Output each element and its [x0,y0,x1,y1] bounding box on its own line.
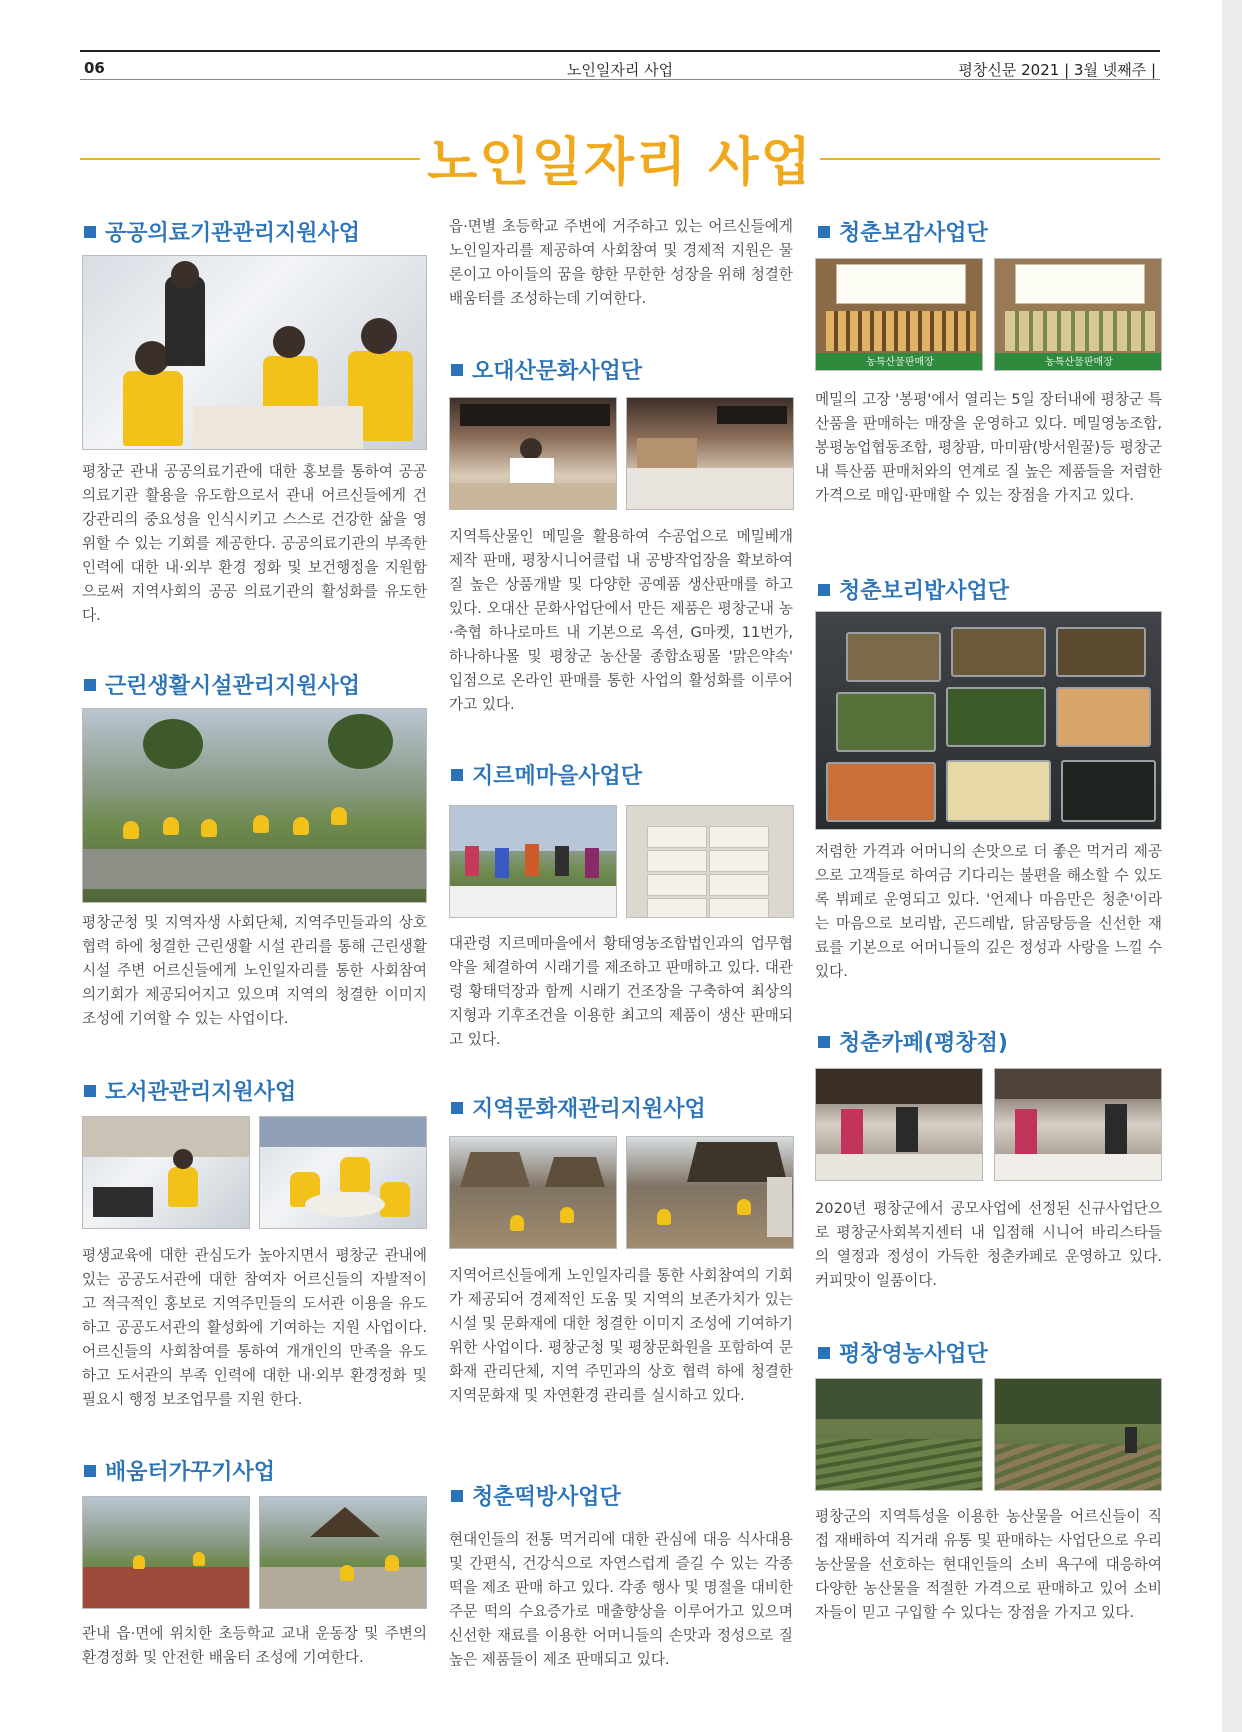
photo-neighborhood [82,708,427,903]
issue-info: 평창신문 2021 | 3월 넷째주 | [958,61,1156,79]
body-barley: 저렴한 가격과 어머니의 손맛으로 더 좋은 먹거리 제공으로 고객들로 하여금 기다리는 불편을 해소할 수 있도록 뷔페로 운영되고 있다. '언제나 마음만은 청춘'이라는 마음으로 보리밥, 곤드레밥, 닭곰탕등을 신선한 재료를 기본으로 어머니들의 깊은 정성과 사랑을 느낄 수 있다. [815,843,1162,980]
photo-odaesan-2 [626,397,794,510]
photo-learning-1 [82,1496,250,1609]
photo-cafe-1 [815,1068,983,1181]
photo-treasure-1 [815,258,983,371]
body-rice-cake: 현대인들의 전통 먹거리에 대한 관심에 대응 식사대용 및 간편식, 건강식으로 자연스럽게 즐길 수 있는 각종 떡을 제조 판매 하고 있다. 각종 행사 및 명절을 대비한 주문 떡의 수요증가로 매출향상을 이루어가고 있으며 신선한 재료를 이용한 어머니들의 손맛과 정성으로 질 높은 제품들이 제조 판매되고 있다. [449,1531,793,1668]
scroll-edge [1222,0,1242,1732]
bullet-square-icon [451,1490,463,1502]
section-heading: 평창영농사업단 [818,1337,988,1368]
section-heading: 청춘보리밥사업단 [818,574,1009,605]
body-cafe: 2020년 평창군에서 공모사업에 선정된 신규사업단으로 평창군사회복지센터 내 입점해 시니어 바리스타들의 열정과 정성이 가득한 청춘카페로 운영하고 있다. 커피맛이 일품이다. [815,1200,1162,1289]
body-heritage: 지역어르신들에게 노인일자리를 통한 사회참여의 기회가 제공되어 경제적인 도움 및 지역의 보존가치가 있는 시설 및 문화재에 대한 청결한 이미지 조성에 기여하기 위한 사업이다. 평창군청 및 평창문화원을 포함하여 문화재 관리단체, 지역 주민과의 상호 협력 하에 청결한 지역문화재 및 자연환경 관리를 실시하고 있다. [449,1267,793,1404]
photo-library-2 [259,1116,427,1229]
body-learning-place-cont: 읍·면별 초등학교 주변에 거주하고 있는 어르신들에게 노인일자리를 제공하여 사회참여 및 경제적 지원은 물론이고 아이들의 꿈을 향한 무한한 성장을 위해 청결한 배움터를 조성하는데 기여한다. [449,218,793,307]
photo-cafe-2 [994,1068,1162,1181]
bullet-square-icon [84,226,96,238]
photo-treasure-2 [994,258,1162,371]
body-treasure: 메밀의 고장 '봉평'에서 열리는 5일 장터내에 평창군 특산품을 판매하는 매장을 운영하고 있다. 메밀영농조합, 봉평농업협동조합, 평창팜, 마미팜(방서원꿀)등 평창군내 특산품 판매처와의 연계로 질 높은 제품들을 저렴한 가격으로 매입·판매할 수 있는 장점을 가지고 있다. [815,391,1162,504]
bullet-square-icon [84,1465,96,1477]
section-heading: 청춘카페(평창점) [818,1026,1008,1057]
body-odaesan: 지역특산물인 메밀을 활용하여 수공업으로 메밀베개 제작 판매, 평창시니어클럽 내 공방작업장을 확보하여 질 높은 상품개발 및 다양한 공예품 생산판매를 하고 있다. 오대산 문화사업단에서 만든 제품은 평창군내 농·축협 하나로마트 내 기본으로 옥션, G마켓, 11번가, 하나하나몰 및 평창군 농산물 종합쇼핑몰 '맑은약속' 입점으로 온라인 판매를 통한 사업의 활성화를 이루어가고 있다. [449,528,793,713]
page-title: 노인일자리 사업 [427,133,813,193]
photo-heritage-2 [626,1136,794,1249]
photo-odaesan-1 [449,397,617,510]
stall-sign: 농특산물판매장 [816,353,983,371]
page-number: 06 [84,59,105,77]
photo-jireumae-2 [626,805,794,918]
section-heading: 청춘떡방사업단 [451,1480,621,1511]
photo-public-medical [82,255,427,450]
bullet-square-icon [84,679,96,691]
bullet-square-icon [818,226,830,238]
body-public-medical: 평창군 관내 공공의료기관에 대한 홍보를 통하여 공공의료기관 활용을 유도함으로서 관내 어르신들에게 건강관리의 중요성을 인식시키고 스스로 건강한 삶을 영위할 수 있는 기회를 제공한다. 공공의료기관의 부족한 인력에 대한 내·외부 환경 정화 및 보건행정을 지원함으로써 지역사회의 공공 의료기관의 활성화를 유도한다. [82,463,427,624]
section-heading: 공공의료기관관리지원사업 [84,216,360,247]
body-library: 평생교육에 대한 관심도가 높아지면서 평창군 관내에 있는 공공도서관에 대한 참여자 어르신들의 자발적이고 적극적인 홍보로 지역주민들의 도서관 이용을 유도하고 공공도서관의 활성화에 기여하는 지원 사업이다. 어르신들의 사회참여를 통하여 개개인의 만족을 유도하고 도서관의 부족 인력에 대한 내·외부 환경정화 및 필요시 행정 보조업무를 지원 한다. [82,1247,427,1408]
bullet-square-icon [451,1102,463,1114]
section-heading: 오대산문화사업단 [451,354,642,385]
bullet-square-icon [818,1347,830,1359]
photo-farming-1 [815,1378,983,1491]
bullet-square-icon [84,1085,96,1097]
bullet-square-icon [451,364,463,376]
page-header [80,50,1160,80]
bullet-square-icon [818,1036,830,1048]
stall-sign: 농특산물판매장 [995,353,1162,371]
photo-barley [815,611,1162,830]
body-neighborhood: 평창군청 및 지역자생 사회단체, 지역주민들과의 상호 협력 하에 청결한 근린생활 시설 관리를 통해 근린생활시설 주변 어르신들에게 노인일자리를 통한 사회참여의기회가 제공되어지고 있으며 지역의 청결한 이미지 조성에 기여할 수 있는 사업이다. [82,914,427,1027]
section-heading: 지르메마을사업단 [451,759,642,790]
section-heading: 배움터가꾸기사업 [84,1455,275,1486]
bullet-square-icon [451,769,463,781]
photo-heritage-1 [449,1136,617,1249]
photo-learning-2 [259,1496,427,1609]
header-section: 노인일자리 사업 [566,61,674,79]
body-learning-place: 관내 읍·면에 위치한 초등학교 교내 운동장 및 주변의 환경정화 및 안전한 배움터 조성에 기여한다. [82,1625,427,1666]
photo-farming-2 [994,1378,1162,1491]
title-banner [80,118,1160,194]
section-heading: 지역문화재관리지원사업 [451,1092,706,1123]
section-heading: 근린생활시설관리지원사업 [84,669,360,700]
photo-library-1 [82,1116,250,1229]
photo-jireumae-1 [449,805,617,918]
section-heading: 청춘보감사업단 [818,216,988,247]
body-jireumae: 대관령 지르메마을에서 황태영농조합법인과의 업무협약을 체결하여 시래기를 제조하고 판매하고 있다. 대관령 황태덕장과 함께 시래기 건조장을 구축하여 최상의 지형과 기후조건을 이용한 최고의 제품이 생산 판매되고 있다. [449,935,793,1048]
body-farming: 평창군의 지역특성을 이용한 농산물을 어르신들이 직접 재배하여 직거래 유통 및 판매하는 사업단으로 우리 농산물을 선호하는 현대인들의 소비 욕구에 대응하여 다양한 농산물을 적절한 가격으로 판매하고 있어 소비자들이 믿고 구입할 수 있다는 장점을 가지고 있다. [815,1508,1162,1621]
section-heading: 도서관관리지원사업 [84,1075,296,1106]
bullet-square-icon [818,584,830,596]
